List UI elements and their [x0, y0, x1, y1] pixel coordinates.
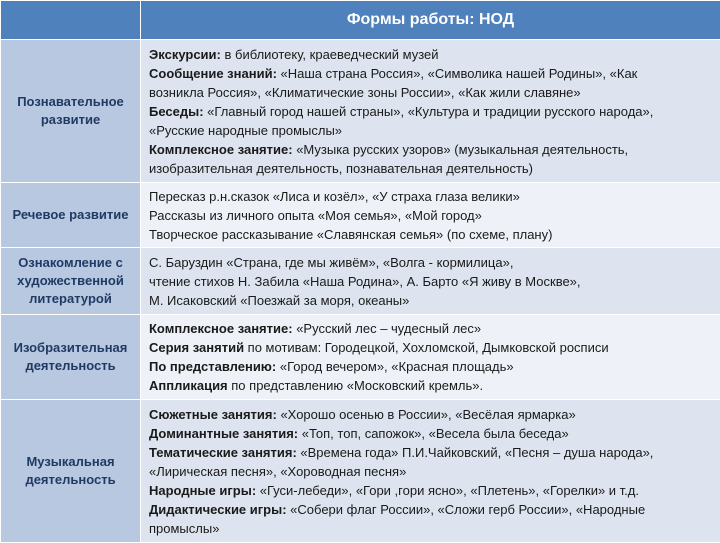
table-title: Формы работы: НОД	[141, 1, 720, 40]
content-label: Беседы:	[149, 104, 204, 119]
content-line	[149, 376, 712, 395]
content-line	[149, 338, 712, 357]
content-line	[149, 206, 712, 225]
row-topic: Речевое развитие	[1, 183, 141, 248]
content-line	[149, 405, 712, 424]
content-line	[149, 443, 712, 462]
content-text: промыслы»	[149, 521, 219, 536]
row-topic: Познавательное развитие	[1, 40, 141, 183]
content-text: «Наша страна Россия», «Символика нашей Родины», «Как	[277, 66, 637, 81]
content-label: Серия занятий	[149, 340, 244, 355]
content-label: По представлению:	[149, 359, 276, 374]
row-topic: Ознакомление с художественной литературой	[1, 248, 141, 315]
content-text: «Гуси-лебеди», «Гори ,гори ясно», «Плетень», «Горелки» и т.д.	[256, 483, 639, 498]
content-line	[149, 159, 712, 178]
row-content	[141, 40, 720, 183]
content-text: «Русский лес – чудесный лес»	[293, 321, 482, 336]
content-line	[149, 83, 712, 102]
content-line	[149, 462, 712, 481]
row-content	[141, 400, 720, 543]
content-text: Рассказы из личного опыта «Моя семья», «Мой город»	[149, 208, 482, 223]
header-empty-cell	[1, 1, 141, 40]
content-text: С. Баруздин «Страна, где мы живём», «Волга - кормилица»,	[149, 255, 513, 270]
table-row	[1, 315, 720, 400]
content-label: Аппликация	[149, 378, 228, 393]
content-text: Пересказ р.н.сказок «Лиса и козёл», «У страха глаза велики»	[149, 189, 520, 204]
content-line	[149, 140, 712, 159]
content-line	[149, 500, 712, 519]
content-text: в библиотеку, краеведческий музей	[221, 47, 439, 62]
content-text: «Собери флаг России», «Сложи герб России», «Народные	[287, 502, 646, 517]
content-line	[149, 424, 712, 443]
content-line	[149, 64, 712, 83]
content-text: «Город вечером», «Красная площадь»	[276, 359, 513, 374]
content-label: Экскурсии:	[149, 47, 221, 62]
table-row	[1, 248, 720, 315]
content-label: Сообщение знаний:	[149, 66, 277, 81]
table-row	[1, 400, 720, 543]
content-line	[149, 225, 712, 244]
content-line	[149, 319, 712, 338]
row-topic: Изобразительная деятельность	[1, 315, 141, 400]
content-line	[149, 45, 712, 64]
content-line	[149, 121, 712, 140]
content-line	[149, 272, 712, 291]
table-row	[1, 40, 720, 183]
content-label: Дидактические игры:	[149, 502, 287, 517]
header-row	[1, 1, 720, 40]
content-text: по представлению «Московский кремль».	[228, 378, 483, 393]
row-content	[141, 315, 720, 400]
content-text: Творческое рассказывание «Славянская семья» (по схеме, плану)	[149, 227, 552, 242]
content-label: Доминантные занятия:	[149, 426, 298, 441]
content-label: Тематические занятия:	[149, 445, 297, 460]
content-line	[149, 357, 712, 376]
content-text: по мотивам: Городецкой, Хохломской, Дымковской росписи	[244, 340, 609, 355]
content-line	[149, 519, 712, 538]
content-line	[149, 291, 712, 310]
content-line	[149, 102, 712, 121]
table-body	[1, 40, 720, 543]
content-label: Народные игры:	[149, 483, 256, 498]
table-row	[1, 183, 720, 248]
content-text: «Лирическая песня», «Хороводная песня»	[149, 464, 406, 479]
content-text: М. Исаковский «Поезжай за моря, океаны»	[149, 293, 409, 308]
content-label: Комплексное занятие:	[149, 321, 293, 336]
content-line	[149, 481, 712, 500]
content-text: чтение стихов Н. Забила «Наша Родина», А. Барто «Я живу в Москве»,	[149, 274, 581, 289]
content-text: «Музыка русских узоров» (музыкальная деятельность,	[293, 142, 629, 157]
content-text: «Топ, топ, сапожок», «Весела была беседа»	[298, 426, 569, 441]
content-label: Сюжетные занятия:	[149, 407, 277, 422]
row-content	[141, 248, 720, 315]
content-text: «Главный город нашей страны», «Культура и традиции русского народа»,	[204, 104, 654, 119]
content-text: возникла Россия», «Климатические зоны России», «Как жили славяне»	[149, 85, 581, 100]
row-topic: Музыкальная деятельность	[1, 400, 141, 543]
content-line	[149, 253, 712, 272]
content-text: «Русские народные промыслы»	[149, 123, 342, 138]
content-label: Комплексное занятие:	[149, 142, 293, 157]
content-text: изобразительная деятельность, познавательная деятельность)	[149, 161, 533, 176]
content-line	[149, 187, 712, 206]
row-content	[141, 183, 720, 248]
content-text: «Хорошо осенью в России», «Весёлая ярмарка»	[277, 407, 576, 422]
content-text: «Времена года» П.И.Чайковский, «Песня – душа народа»,	[297, 445, 654, 460]
